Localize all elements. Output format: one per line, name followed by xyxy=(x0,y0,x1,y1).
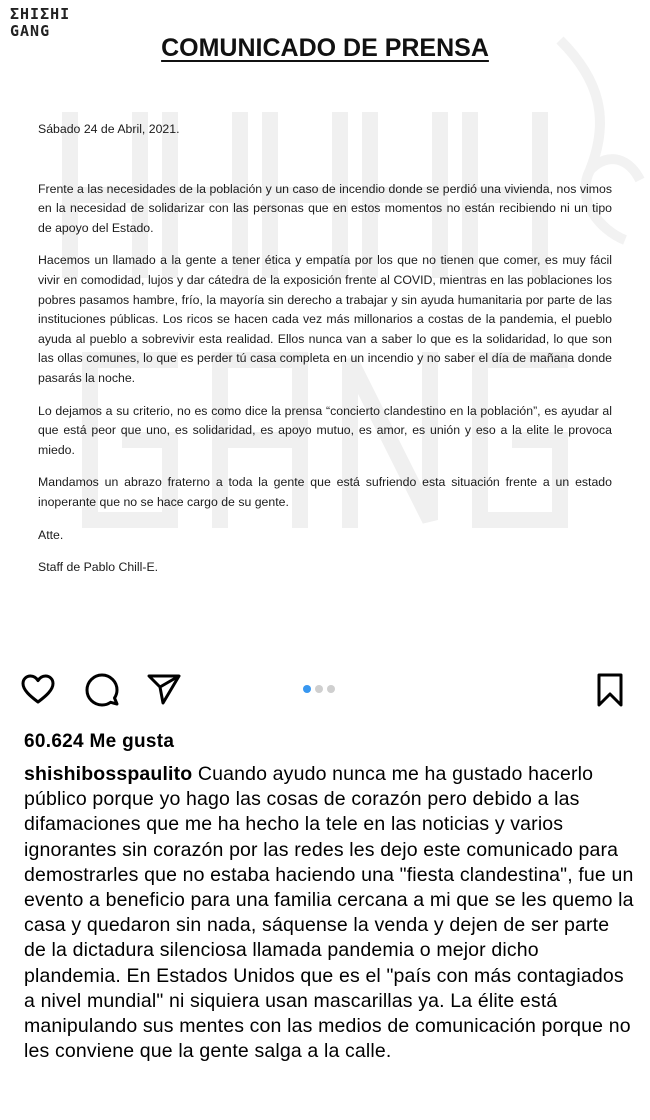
signature: Staff de Pablo Chill-E. xyxy=(38,560,159,575)
carousel-dot xyxy=(327,685,335,693)
likes-count[interactable]: 60.624 Me gusta xyxy=(24,731,175,752)
bookmark-icon[interactable] xyxy=(592,672,628,708)
carousel-dot xyxy=(315,685,323,693)
release-date: Sábado 24 de Abril, 2021. xyxy=(38,122,180,136)
press-release-body xyxy=(38,120,612,578)
post-action-bar xyxy=(0,668,650,712)
paragraph-3: Lo dejamos a su criterio, no es como dice la prensa “concierto clandestino en la población”, es ayudar al que está peor que uno, es solidaridad, es apoyo mutuo, es amor, es unión y eso a la elite le provoca miedo. xyxy=(38,403,612,457)
paragraph-1: Frente a las necesidades de la población y un caso de incendio donde se perdió una vivienda, nos vimos en la necesidad de solidarizar con las personas que en estos momentos no están recibiendo ni un tipo de apoyo del Estado. xyxy=(38,181,612,235)
carousel-indicator xyxy=(303,685,335,693)
press-release-title: COMUNICADO DE PRENSA xyxy=(161,34,489,62)
logo-line-1: ƩHIƩHI xyxy=(10,5,71,23)
paragraph-4: Mandamos un abrazo fraterno a toda la gente que está sufriendo esta situación frente a un estado inoperante que no se hace cargo de su gente. xyxy=(38,475,612,509)
carousel-dot-active xyxy=(303,685,311,693)
paragraph-2: Hacemos un llamado a la gente a tener ética y empatía por los que no tienen que comer, es muy fácil vivir en comodidad, lujos y dar cátedra de la exposición frente al COVID, mientras en las poblaciones los pobres pasamos hambre, frío, la mayoría sin derecho a trabajar y sin ayuda humanitaria por parte de las instituciones públicas. Los ricos se hacen cada vez más millonarios a costas de la pandemia, el pueblo ayuda al pueblo a sobrevivir esta realidad. Ellos nunca van a saber lo que es la solidaridad, lo que son las ollas comunes, lo que es perder tú casa completa en un incendio y no saber el día de mañana donde pasarás la noche. xyxy=(38,253,612,385)
caption-username[interactable]: shishibosspaulito xyxy=(24,763,193,785)
post-caption xyxy=(24,762,634,1064)
caption-text: Cuando ayudo nunca me ha gustado hacerlo público porque yo hago las cosas de corazón pero debido a las difamaciones que me ha hecho la tele en las noticias y varios ignorantes sin corazón por las redes les dejo este comunicado para demostrarles que no estaba haciendo una "fiesta clandestina", fue un evento a beneficio para una familia cercana a mi que se les quemo la casa y quedaron sin nada, sáquense la venda y dejen de ser parte de la dictadura silenciosa llamada pandemia o mejor dicho plandemia. En Estados Unidos que es el "país con más contagiados a nivel mundial" ni siquiera usan mascarillas ya. La élite está manipulando sus mentes con las medios de comunicación porque no les conviene que la gente salga a la calle. xyxy=(24,763,634,1063)
send-icon[interactable] xyxy=(146,672,182,708)
closing: Atte. xyxy=(38,527,64,542)
heart-icon[interactable] xyxy=(20,672,56,708)
logo-line-2: GANG xyxy=(10,22,51,40)
comment-icon[interactable] xyxy=(84,672,120,708)
